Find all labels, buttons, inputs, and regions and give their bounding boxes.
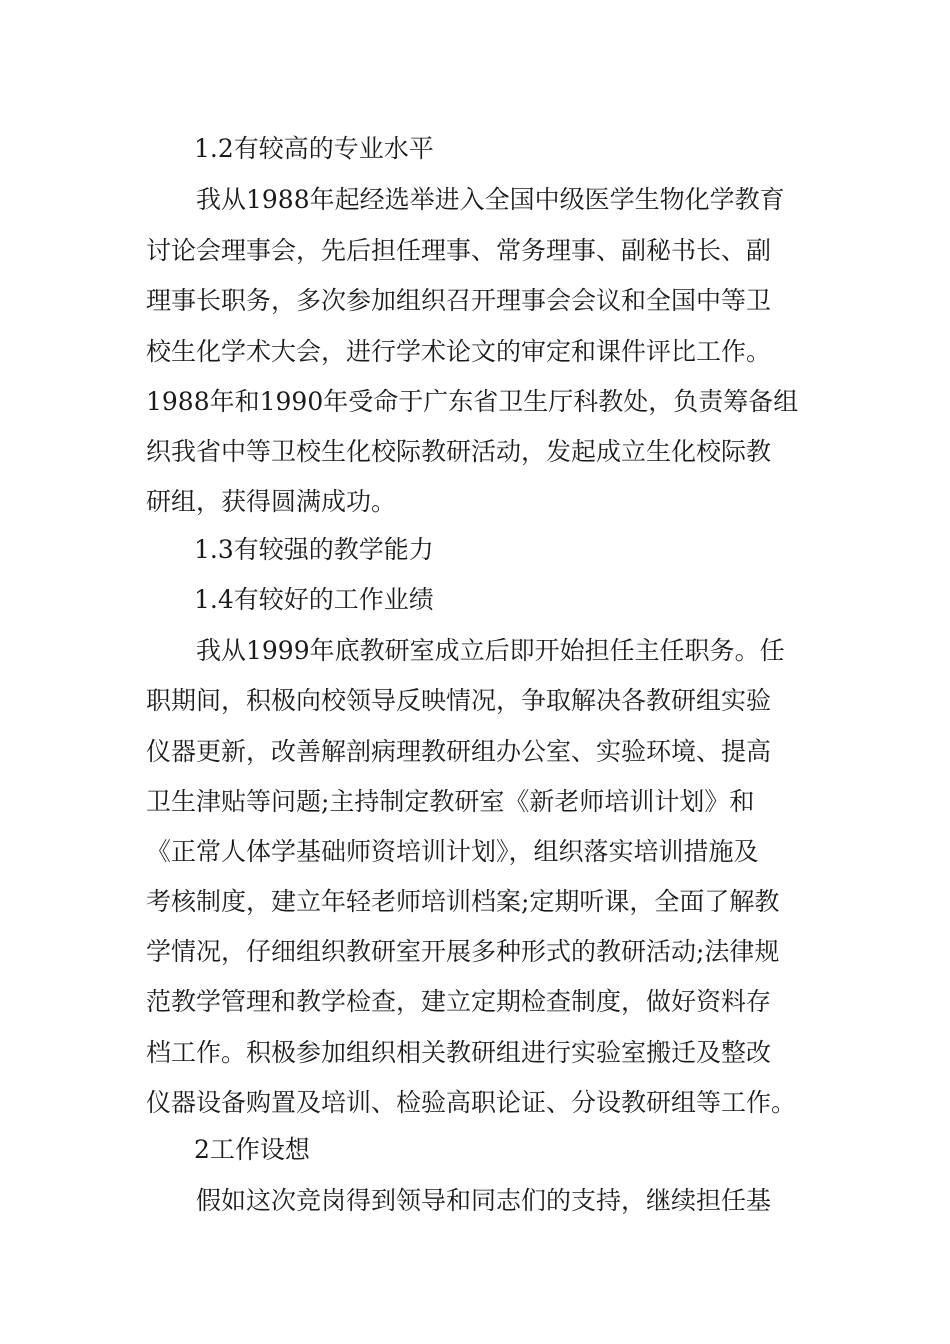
section-heading-1-2: 1.2有较高的专业水平 xyxy=(194,134,434,163)
paragraph-line: 卫生津贴等问题;主持制定教研室《新老师培训计划》和 xyxy=(146,787,755,816)
section-heading-2: 2工作设想 xyxy=(194,1135,310,1164)
paragraph-line: 仪器更新，改善解剖病理教研组办公室、实验环境、提高 xyxy=(146,737,772,766)
paragraph-line: 理事长职务，多次参加组织召开理事会会议和全国中等卫 xyxy=(146,286,772,315)
section-heading-1-3: 1.3有较强的教学能力 xyxy=(194,535,434,564)
paragraph-line: 考核制度，建立年轻老师培训档案;定期听课，全面了解教 xyxy=(146,887,780,916)
paragraph-line: 档工作。积极参加组织相关教研组进行实验室搬迁及整改 xyxy=(146,1038,772,1067)
paragraph-line: 范教学管理和教学检查，建立定期检查制度，做好资料存 xyxy=(146,987,772,1016)
paragraph-line: 职期间，积极向校领导反映情况，争取解决各教研组实验 xyxy=(146,686,772,715)
paragraph-line: 我从1988年起经选举进入全国中级医学生物化学教育 xyxy=(196,185,785,214)
paragraph-line: 《正常人体学基础师资培训计划》，组织落实培训措施及 xyxy=(146,837,759,866)
section-heading-1-4: 1.4有较好的工作业绩 xyxy=(194,585,434,614)
paragraph-line: 研组，获得圆满成功。 xyxy=(146,487,397,516)
paragraph-line: 1988年和1990年受命于广东省卫生厅科教处，负责筹备组 xyxy=(146,387,799,416)
paragraph-line: 讨论会理事会，先后担任理事、常务理事、副秘书长、副 xyxy=(146,236,772,265)
paragraph-line: 我从1999年底教研室成立后即开始担任主任职务。任 xyxy=(196,636,785,665)
paragraph-line: 学情况，仔细组织教研室开展多种形式的教研活动;法律规 xyxy=(146,937,780,966)
paragraph-line: 假如这次竞岗得到领导和同志们的支持，继续担任基 xyxy=(196,1186,772,1215)
paragraph-line: 校生化学术大会，进行学术论文的审定和课件评比工作。 xyxy=(146,337,772,366)
paragraph-line: 仪器设备购置及培训、检验高职论证、分设教研组等工作。 xyxy=(146,1088,797,1117)
paragraph-line: 织我省中等卫校生化校际教研活动，发起成立生化校际教 xyxy=(146,437,772,466)
